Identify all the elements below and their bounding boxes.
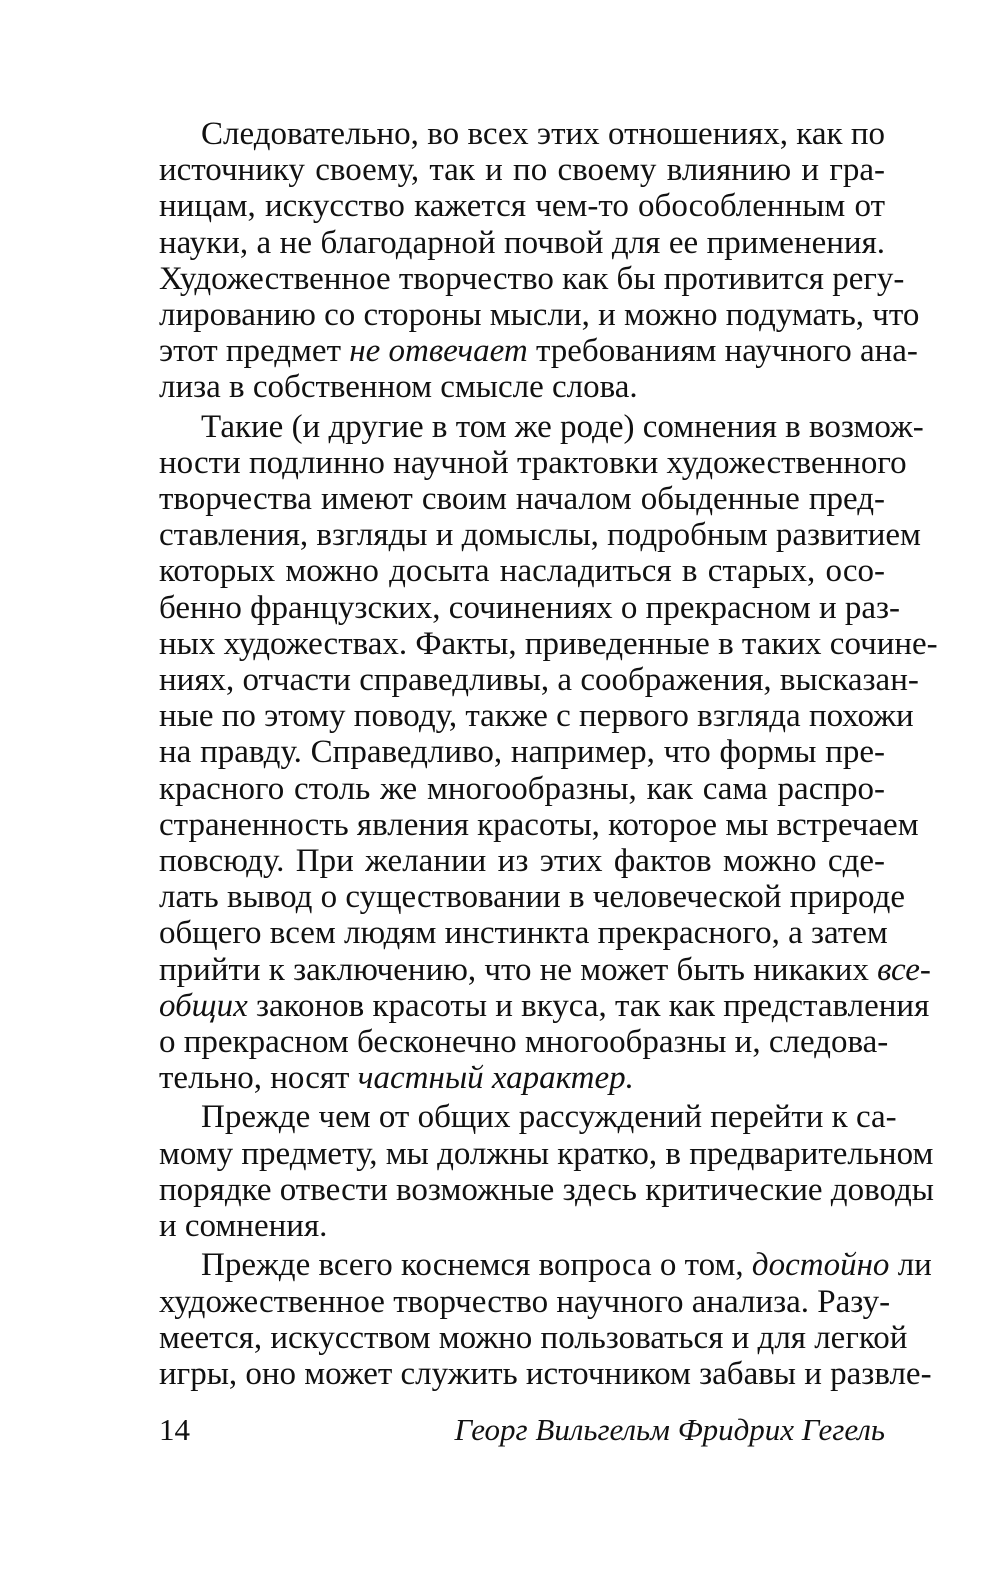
running-header-author: Георг Вильгельм Фридрих Гегель (454, 1412, 885, 1447)
text-line: Такие (и другие в том же роде) сомнения в возмож- (201, 408, 924, 445)
emphasis-text: не отвечает (349, 333, 528, 370)
text-line: ные по этому поводу, также с первого взгляда похожи (159, 698, 914, 735)
paragraph (159, 408, 938, 1097)
text-line: ницам, искусство кажется чем-то обособленным от (159, 188, 885, 225)
text-line: мому предмету, мы должны кратко, в предварительном (159, 1135, 934, 1172)
text-line: ных художествах. Факты, приведенные в таких сочине- (159, 625, 938, 662)
text-line: источнику своему, так и по своему влиянию и гра- (159, 152, 885, 189)
text-line: общего всем людям инстинкта прекрасного, а затем (159, 915, 888, 952)
text-run: тельно, носят (159, 1060, 358, 1097)
paragraph (159, 116, 920, 406)
page-number: 14 (159, 1412, 190, 1447)
text-line: лиза в собственном смысле слова. (159, 369, 638, 406)
body-text (159, 116, 938, 1392)
text-line: повсюду. При желании из этих фактов можно сде- (159, 843, 885, 880)
text-line: творчества имеют своим началом обыденные пред- (159, 481, 885, 518)
text-run: прийти к заключению, что не может быть никаких (159, 951, 878, 988)
text-line: художественное творчество научного анализа. Разу- (159, 1283, 891, 1320)
text-line: ниях, отчасти справедливы, а соображения, высказан- (159, 662, 919, 699)
text-line: игры, оно может служить источником забавы и развле- (159, 1355, 932, 1392)
text-line: Прежде чем от общих рассуждений перейти к са- (201, 1099, 897, 1136)
text-line (159, 333, 918, 370)
text-line: ности подлинно научной трактовки художественного (159, 444, 907, 481)
text-line: Художественное творчество как бы противится регу- (159, 260, 905, 297)
emphasis-text: частный характер. (357, 1060, 634, 1097)
text-line: Следовательно, во всех этих отношениях, как по (201, 116, 885, 152)
text-line: науки, а не благодарной почвой для ее применения. (159, 224, 885, 261)
text-line: и сомнения. (159, 1208, 328, 1245)
emphasis-text: все- (877, 951, 931, 988)
text-line: лать вывод о существовании в человеческой природе (159, 879, 906, 916)
text-line: бенно французских, сочинениях о прекрасном и раз- (159, 589, 901, 626)
text-line: порядке отвести возможные здесь критические доводы (159, 1171, 934, 1208)
text-line: страненность явления красоты, которое мы встречаем (159, 806, 919, 843)
text-line: меется, искусством можно пользоваться и для легкой (159, 1319, 908, 1356)
page-footer (159, 1410, 885, 1450)
text-line (159, 987, 930, 1024)
emphasis-text: достойно (751, 1247, 890, 1284)
text-line: красного столь же многообразны, как сама распро- (159, 770, 885, 807)
text-line: которых можно досыта насладиться в старых, осо- (159, 553, 885, 590)
text-line: лированию со стороны мысли, и можно подумать, что (159, 297, 920, 334)
paragraph (159, 1247, 932, 1392)
text-line (159, 1247, 932, 1284)
text-line: ставления, взгляды и домыслы, подробным развитием (159, 517, 921, 554)
text-run: ли (889, 1247, 932, 1284)
text-run: требованиям научного ана- (527, 333, 918, 370)
text-line: о прекрасном бесконечно многообразны и, следова- (159, 1024, 889, 1061)
emphasis-text: общих (159, 987, 248, 1024)
text-line (159, 1060, 885, 1096)
text-run: этот предмет (159, 333, 350, 370)
text-line: на правду. Справедливо, например, что формы пре- (159, 734, 885, 771)
paragraph (159, 1099, 934, 1245)
text-line (159, 951, 931, 988)
text-run: законов красоты и вкуса, так как представления (247, 987, 930, 1024)
text-run: Прежде всего коснемся вопроса о том, (201, 1247, 752, 1284)
